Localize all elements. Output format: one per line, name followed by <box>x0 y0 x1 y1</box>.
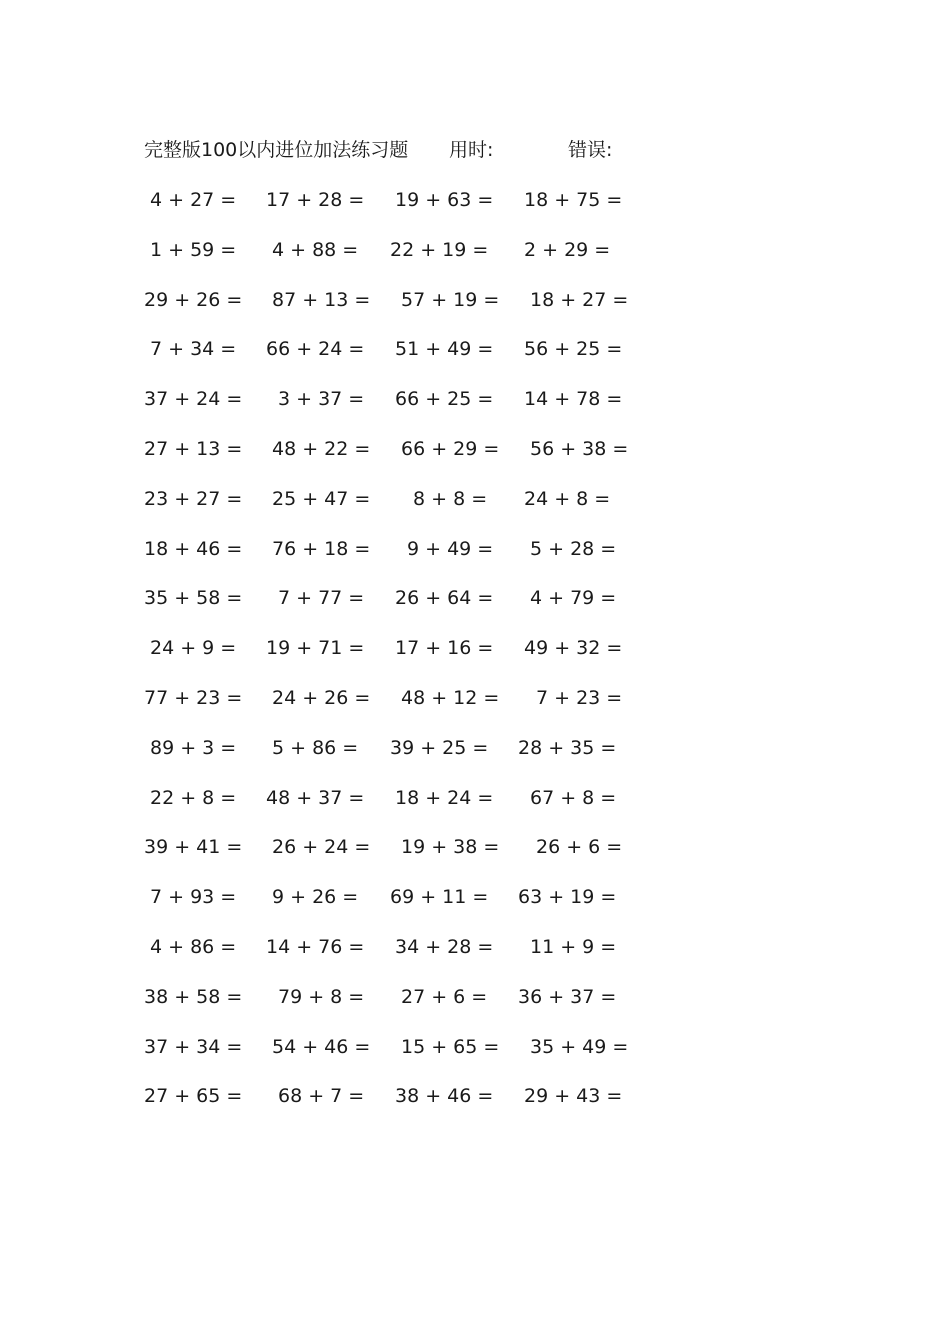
addition-problem: 37 + 34 = <box>144 1035 243 1058</box>
addition-problem: 66 + 25 = <box>395 388 494 411</box>
problem-row <box>0 535 950 585</box>
addition-problem: 68 + 7 = <box>278 1085 365 1108</box>
addition-problem: 9 + 49 = <box>407 537 494 560</box>
addition-problem: 22 + 19 = <box>390 238 489 261</box>
problem-row <box>0 684 950 734</box>
addition-problem: 69 + 11 = <box>390 886 489 909</box>
addition-problem: 7 + 34 = <box>150 338 237 361</box>
addition-problem: 8 + 8 = <box>413 487 488 510</box>
addition-problem: 18 + 46 = <box>144 537 243 560</box>
addition-problem: 19 + 71 = <box>266 637 365 660</box>
addition-problem: 27 + 65 = <box>144 1085 243 1108</box>
addition-problem: 26 + 6 = <box>536 836 623 859</box>
addition-problem: 57 + 19 = <box>401 288 500 311</box>
addition-problem: 23 + 27 = <box>144 487 243 510</box>
problem-row <box>0 435 950 485</box>
addition-problem: 27 + 6 = <box>401 985 488 1008</box>
addition-problem: 48 + 37 = <box>266 786 365 809</box>
addition-problem: 66 + 24 = <box>266 338 365 361</box>
problem-row <box>0 236 950 286</box>
addition-problem: 18 + 24 = <box>395 786 494 809</box>
addition-problem: 17 + 16 = <box>395 637 494 660</box>
addition-problem: 38 + 46 = <box>395 1085 494 1108</box>
time-label: 用时: <box>449 139 494 161</box>
addition-problem: 29 + 43 = <box>524 1085 623 1108</box>
worksheet-title: 完整版100以内进位加法练习题 <box>144 139 409 161</box>
addition-problem: 79 + 8 = <box>278 985 365 1008</box>
addition-problem: 26 + 64 = <box>395 587 494 610</box>
problem-row <box>0 1082 950 1132</box>
problem-row <box>0 883 950 933</box>
addition-problem: 18 + 75 = <box>524 189 623 211</box>
addition-problem: 17 + 28 = <box>266 189 365 211</box>
addition-problem: 11 + 9 = <box>530 935 617 958</box>
addition-problem: 5 + 86 = <box>272 736 359 759</box>
addition-problem: 4 + 27 = <box>150 189 237 211</box>
addition-problem: 37 + 24 = <box>144 388 243 411</box>
addition-problem: 87 + 13 = <box>272 288 371 311</box>
problem-row <box>0 186 950 236</box>
addition-problem: 49 + 32 = <box>524 637 623 660</box>
addition-problem: 48 + 12 = <box>401 686 500 709</box>
problem-row <box>0 485 950 535</box>
problem-row <box>0 335 950 385</box>
addition-problem: 39 + 25 = <box>390 736 489 759</box>
addition-problem: 4 + 86 = <box>150 935 237 958</box>
addition-problem: 36 + 37 = <box>518 985 617 1008</box>
problem-row <box>0 286 950 336</box>
addition-problem: 7 + 93 = <box>150 886 237 909</box>
addition-problem: 27 + 13 = <box>144 437 243 460</box>
addition-problem: 15 + 65 = <box>401 1035 500 1058</box>
problem-row <box>0 1033 950 1083</box>
addition-problem: 56 + 25 = <box>524 338 623 361</box>
addition-problem: 19 + 38 = <box>401 836 500 859</box>
addition-problem: 35 + 49 = <box>530 1035 629 1058</box>
problem-row <box>0 584 950 634</box>
addition-problem: 19 + 63 = <box>395 189 494 211</box>
addition-problem: 63 + 19 = <box>518 886 617 909</box>
addition-problem: 48 + 22 = <box>272 437 371 460</box>
addition-problem: 66 + 29 = <box>401 437 500 460</box>
addition-problem: 29 + 26 = <box>144 288 243 311</box>
addition-problem: 4 + 79 = <box>530 587 617 610</box>
addition-problem: 25 + 47 = <box>272 487 371 510</box>
error-label: 错误: <box>568 139 613 161</box>
problem-row <box>0 634 950 684</box>
addition-problem: 5 + 28 = <box>530 537 617 560</box>
addition-problem: 35 + 58 = <box>144 587 243 610</box>
addition-problem: 2 + 29 = <box>524 238 611 261</box>
problem-row <box>0 385 950 435</box>
problem-row <box>0 983 950 1033</box>
addition-problem: 14 + 76 = <box>266 935 365 958</box>
addition-problem: 7 + 23 = <box>536 686 623 709</box>
addition-problem: 7 + 77 = <box>278 587 365 610</box>
addition-problem: 77 + 23 = <box>144 686 243 709</box>
problem-grid <box>0 186 950 1132</box>
addition-problem: 3 + 37 = <box>278 388 365 411</box>
addition-problem: 4 + 88 = <box>272 238 359 261</box>
addition-problem: 1 + 59 = <box>150 238 237 261</box>
addition-problem: 39 + 41 = <box>144 836 243 859</box>
addition-problem: 26 + 24 = <box>272 836 371 859</box>
addition-problem: 56 + 38 = <box>530 437 629 460</box>
addition-problem: 34 + 28 = <box>395 935 494 958</box>
problem-row <box>0 833 950 883</box>
addition-problem: 24 + 9 = <box>150 637 237 660</box>
addition-problem: 24 + 8 = <box>524 487 611 510</box>
addition-problem: 22 + 8 = <box>150 786 237 809</box>
addition-problem: 89 + 3 = <box>150 736 237 759</box>
problem-row <box>0 734 950 784</box>
problem-row <box>0 784 950 834</box>
addition-problem: 76 + 18 = <box>272 537 371 560</box>
addition-problem: 14 + 78 = <box>524 388 623 411</box>
addition-problem: 67 + 8 = <box>530 786 617 809</box>
addition-problem: 38 + 58 = <box>144 985 243 1008</box>
addition-problem: 54 + 46 = <box>272 1035 371 1058</box>
addition-problem: 24 + 26 = <box>272 686 371 709</box>
addition-problem: 28 + 35 = <box>518 736 617 759</box>
problem-row <box>0 933 950 983</box>
addition-problem: 51 + 49 = <box>395 338 494 361</box>
addition-problem: 18 + 27 = <box>530 288 629 311</box>
addition-problem: 9 + 26 = <box>272 886 359 909</box>
